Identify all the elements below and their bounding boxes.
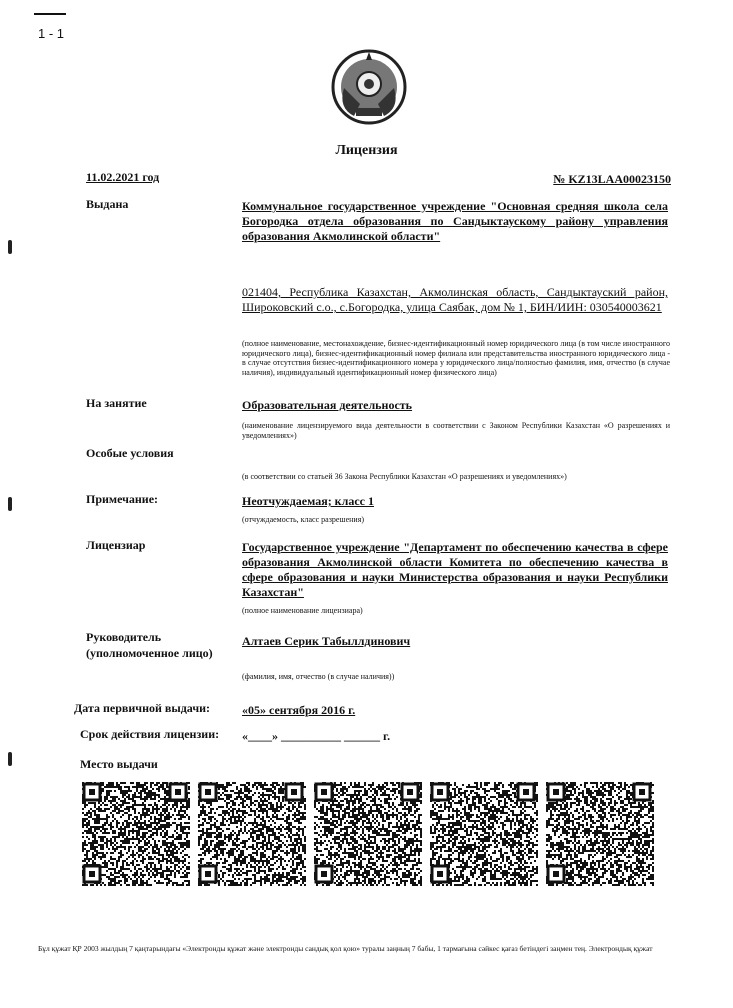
header-rule (34, 13, 66, 15)
remark-label: Примечание: (86, 492, 159, 506)
qr-code-5 (546, 782, 654, 886)
head-label: Руководитель (86, 630, 162, 644)
remark-value: Неотчуждаемая; класс 1 (242, 494, 374, 508)
validity-label: Срок действия лицензии: (80, 727, 220, 741)
licensor-value: Государственное учреждение "Департамент по обеспечению качества в сфере образования Акмолинской области Комитета по обеспечению качества в сфере образования и науки Министерства образования и науки Республики Казахстан" (242, 540, 668, 599)
first-issue-label: Дата первичной выдачи: (74, 701, 211, 715)
qr-code-1 (82, 782, 190, 886)
activity-label: На занятие (86, 396, 147, 410)
place-label: Место выдачи (80, 757, 158, 771)
scan-mark (8, 752, 12, 766)
issued-to-note: (полное наименование, местонахождение, бизнес-идентификационный номер юридического лица (в том числе иностранного юридического лица), бизнес-идентификационный номер филиала или представительства иностранного юридического лица - в случае отсутствия бизнес-идентификационного номера у юридического лица/полностью фамилия, имя, отчество (в случае наличия), индивидуальный идентификационный номер физического лица) (242, 339, 670, 377)
issued-to-label: Выдана (86, 197, 129, 211)
footer-text: Бұл құжат ҚР 2003 жылдың 7 қаңтарындағы «Электронды құжат және электронды сандық қол қою» туралы заңның 7 бабы, 1 тармағына сәйкес қағаз бетіндегі заңмен тең. Электрондық құжат (38, 944, 653, 953)
scan-mark (8, 497, 12, 511)
validity-value: «____» __________ ______ г. (242, 729, 391, 743)
issued-to-name: Коммунальное государственное учреждение "Основная средняя школа села Богородка отдела образования по Сандыктаускому району управления образования Акмолинской области" (242, 199, 668, 243)
licensor-note: (полное наименование лицензиара) (242, 606, 363, 615)
page-number: 1 - 1 (38, 26, 65, 41)
head-note: (фамилия, имя, отчество (в случае наличия)) (242, 672, 395, 681)
state-emblem-icon (330, 48, 408, 126)
activity-value: Образовательная деятельность (242, 398, 413, 412)
license-number: № KZ13LAA00023150 (553, 172, 671, 186)
licensor-label: Лицензиар (86, 538, 146, 552)
qr-code-3 (314, 782, 422, 886)
issue-date: 11.02.2021 год (86, 170, 160, 184)
first-issue-value: «05» сентября 2016 г. (242, 703, 356, 717)
qr-code-4 (430, 782, 538, 886)
special-label: Особые условия (86, 446, 174, 460)
remark-note: (отчуждаемость, класс разрешения) (242, 515, 365, 524)
issued-to-address: 021404, Республика Казахстан, Акмолинская область, Сандыктауский район, Широковский с.о., с.Богородка, улица Саябак, дом № 1, БИН/ИИН: 030540003621 (242, 285, 668, 314)
head-value: Алтаев Серик Табыллдинович (242, 634, 411, 648)
head-sublabel: (уполномоченное лицо) (86, 646, 213, 660)
activity-note: (наименование лицензируемого вида деятельности в соответствии с Законом Республики Казахстан «О разрешениях и уведомлениях») (242, 421, 670, 440)
special-note: (в соответствии со статьей 36 Закона Республики Казахстан «О разрешениях и уведомлениях») (242, 472, 567, 481)
scan-mark (8, 240, 12, 254)
qr-code-2 (198, 782, 306, 886)
document-title: Лицензия (335, 143, 398, 158)
